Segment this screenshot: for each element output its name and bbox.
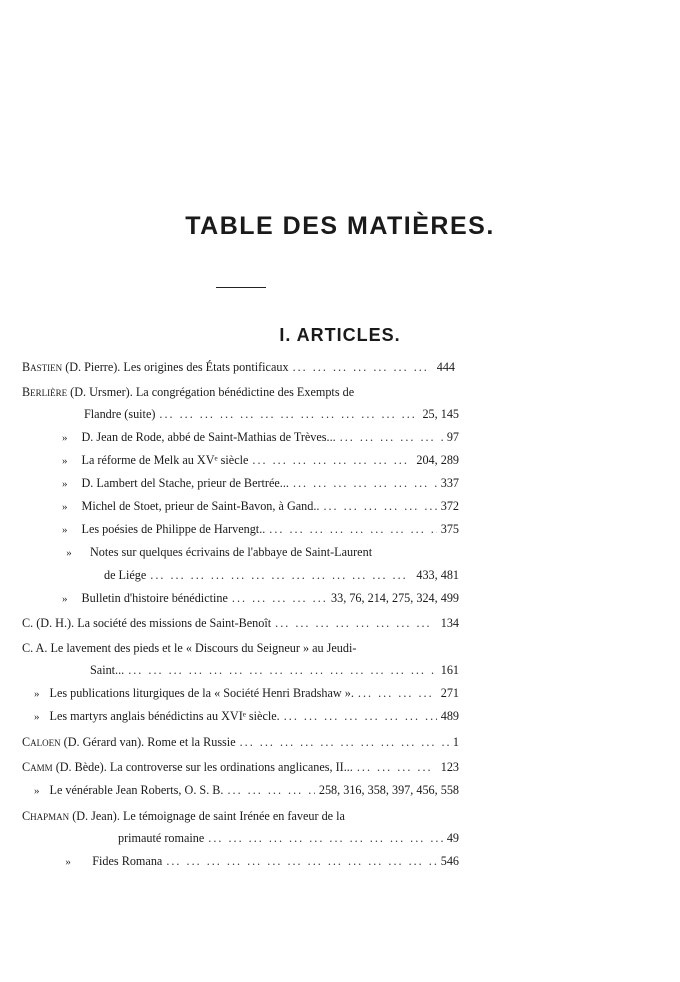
entry-pages: 204, 289 [416, 453, 459, 467]
entry-title: (D. Pierre). Les origines des États pontificaux [65, 360, 289, 374]
leader-dots [357, 756, 437, 778]
toc-entry-ditto [62, 472, 459, 494]
page-title: TABLE DES MATIÈRES. [185, 212, 495, 240]
entry-pages: 337 [440, 476, 459, 490]
leader-dots [358, 682, 437, 704]
leader-dots [240, 731, 449, 753]
entry-pages: 375 [440, 522, 459, 536]
entry-pages: 372 [440, 499, 459, 513]
toc-entry-continuation [84, 403, 459, 425]
entry-pages: 161 [440, 663, 459, 677]
ditto-mark: » [62, 593, 68, 605]
entry-pages: 489 [440, 709, 459, 723]
entry-title: Saint... [90, 663, 125, 677]
entry-title: Les martyrs anglais bénédictins au XVIᵉ siècle. [49, 709, 280, 723]
toc-entry-ditto [62, 541, 459, 563]
leader-dots [323, 495, 436, 517]
ditto-mark: » [34, 688, 40, 700]
toc-entry-continuation [118, 827, 459, 849]
leader-dots [227, 779, 314, 801]
leader-dots [340, 426, 443, 448]
entry-title: Fides Romana [92, 854, 163, 868]
toc-entry-ditto [62, 518, 459, 540]
entry-pages: 123 [440, 760, 459, 774]
toc-entry-ditto [62, 495, 459, 517]
toc-entry-ditto [34, 682, 459, 704]
toc-entry-continuation [104, 564, 459, 586]
entry-pages: 25, 145 [422, 407, 459, 421]
leader-dots [208, 827, 443, 849]
ditto-mark: » [62, 501, 68, 513]
entry-title: D. Lambert del Stache, prieur de Bertrée... [81, 476, 289, 490]
entry-pages: 97 [446, 430, 459, 444]
entry-pages: 546 [440, 854, 459, 868]
ditto-mark: » [66, 547, 72, 559]
leader-dots [150, 564, 412, 586]
leader-dots [128, 659, 437, 681]
toc-entry-continuation [90, 659, 459, 681]
entry-title: (D. Gérard van). Rome et la Russie [63, 735, 236, 749]
entry-title: (D. Jean). Le témoignage de saint Irénée en faveur de la [72, 809, 345, 823]
ditto-mark: » [62, 524, 68, 536]
leader-dots [293, 356, 433, 378]
leader-dots [284, 705, 437, 727]
toc-entry-ditto [34, 779, 459, 801]
toc-entry-caloen [22, 731, 459, 753]
leader-dots [159, 403, 418, 425]
leader-dots [252, 449, 412, 471]
ditto-mark: » [34, 785, 40, 797]
toc-entry-c-a [22, 637, 459, 659]
entry-pages: 444 [436, 360, 455, 374]
toc-entry-c-d-h [22, 612, 459, 634]
leader-dots [232, 587, 327, 609]
ditto-mark: » [34, 711, 40, 723]
toc-entry-chapman [22, 805, 459, 827]
toc-entry-ditto [62, 449, 459, 471]
toc-entry-ditto [64, 850, 459, 872]
entry-title: Bulletin d'histoire bénédictine [81, 591, 228, 605]
entry-title: (D. Ursmer). La congrégation bénédictine des Exempts de [70, 385, 355, 399]
entry-title: (D. Bède). La controverse sur les ordinations anglicanes, II... [55, 760, 353, 774]
ditto-mark: » [65, 856, 71, 868]
ditto-mark: » [62, 432, 68, 444]
entry-title: La réforme de Melk au XVᵉ siècle [81, 453, 249, 467]
ditto-mark: » [62, 478, 68, 490]
entry-title: Notes sur quelques écrivains de l'abbaye de Saint-Laurent [90, 545, 373, 559]
toc-entry-bastien [22, 356, 455, 378]
entry-title: Les publications liturgiques de la « Société Henri Bradshaw ». [49, 686, 354, 700]
entry-pages: 258, 316, 358, 397, 456, 558 [318, 783, 459, 797]
toc-entry-berliere [22, 381, 458, 403]
entry-title: D. Jean de Rode, abbé de Saint-Mathias de Trèves... [81, 430, 336, 444]
entry-title: Flandre (suite) [84, 407, 156, 421]
entry-author: Chapman [22, 809, 70, 823]
entry-author: C. (D. H.). [22, 616, 75, 630]
entry-pages: 49 [446, 831, 459, 845]
entry-author: Camm [22, 760, 53, 774]
leader-dots [269, 518, 436, 540]
toc-entry-ditto [62, 426, 459, 448]
entry-title: primauté romaine [118, 831, 205, 845]
entry-pages: 433, 481 [416, 568, 459, 582]
leader-dots [293, 472, 437, 494]
toc-entry-ditto [34, 705, 459, 727]
entry-pages: 1 [452, 735, 459, 749]
entry-author: C. A. [22, 641, 48, 655]
entry-pages: 33, 76, 214, 275, 324, 499 [331, 591, 459, 605]
entry-author: Bastien [22, 360, 63, 374]
entry-title: Les poésies de Philippe de Harvengt.. [81, 522, 266, 536]
entry-title: La société des missions de Saint-Benoît [77, 616, 272, 630]
entry-title: de Liége [104, 568, 147, 582]
entry-title: Michel de Stoet, prieur de Saint-Bavon, à Gand.. [81, 499, 320, 513]
entry-title: Le lavement des pieds et le « Discours du Seigneur » au Jeudi- [50, 641, 357, 655]
entry-pages: 134 [440, 616, 459, 630]
ditto-mark: » [62, 455, 68, 467]
entry-author: Berlière [22, 385, 68, 399]
entry-author: Caloen [22, 735, 61, 749]
leader-dots [166, 850, 436, 872]
title-divider [216, 287, 266, 288]
toc-entry-camm [22, 756, 459, 778]
leader-dots [275, 612, 437, 634]
section-heading: I. ARTICLES. [279, 325, 401, 345]
entry-title: Le vénérable Jean Roberts, O. S. B. [49, 783, 224, 797]
entry-pages: 271 [440, 686, 459, 700]
toc-entry-ditto [62, 587, 459, 609]
